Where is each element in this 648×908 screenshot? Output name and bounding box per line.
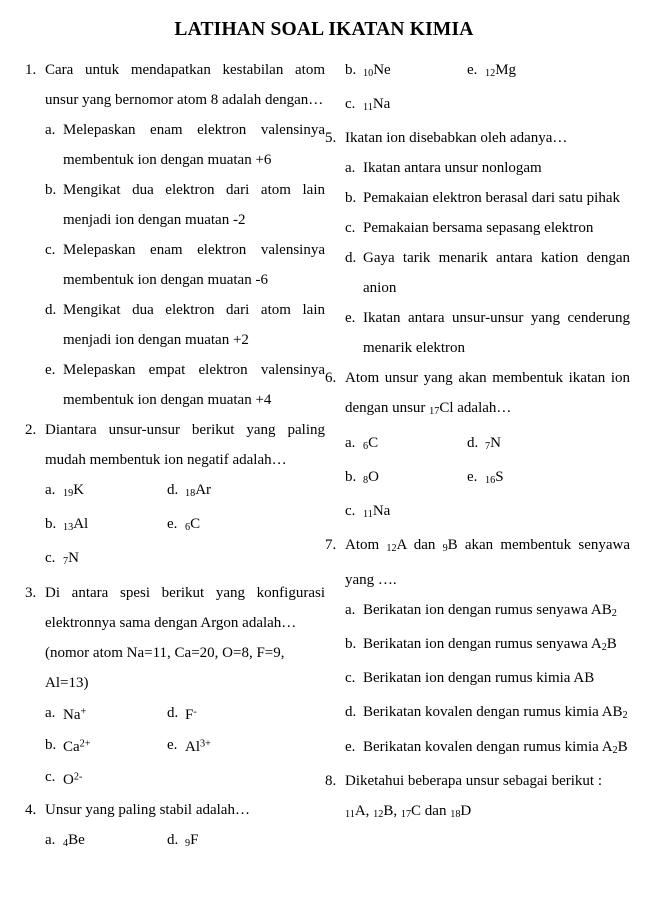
option-row xyxy=(45,730,325,762)
question-3-options xyxy=(45,698,325,795)
page-title: LATIHAN SOAL IKATAN KIMIA xyxy=(174,19,474,40)
option-item[interactable] xyxy=(345,697,630,731)
option-value xyxy=(63,550,79,566)
option-item[interactable] xyxy=(167,730,317,762)
option-letter: c. xyxy=(45,242,56,258)
ion-symbol: Ca xyxy=(63,739,80,756)
atomic-number: 17 xyxy=(429,406,440,418)
atomic-number: 18 xyxy=(450,809,461,821)
option-letter: d. xyxy=(167,482,179,498)
option-letter: a. xyxy=(45,704,56,721)
option-text-post: B xyxy=(617,738,628,755)
element-symbol: K xyxy=(73,482,85,498)
question-5-options xyxy=(345,153,630,363)
option-letter: a. xyxy=(345,434,356,451)
option-item[interactable] xyxy=(345,183,630,213)
option-row xyxy=(45,509,325,543)
question-4-options xyxy=(45,825,325,859)
question-1-options xyxy=(45,115,325,415)
option-value xyxy=(63,772,82,788)
option-text xyxy=(363,595,630,629)
option-letter: c. xyxy=(345,96,356,113)
option-letter: e. xyxy=(167,736,178,753)
question-3-number: 3. xyxy=(25,584,37,601)
option-item[interactable] xyxy=(345,213,630,243)
option-item[interactable] xyxy=(45,825,167,859)
formula-subscript: 2 xyxy=(601,642,607,654)
atomic-number: 9 xyxy=(442,543,448,555)
question-4-options-continued xyxy=(345,55,630,123)
option-text-pre: Berikatan ion dengan rumus senyawa A xyxy=(363,635,602,652)
option-value xyxy=(485,435,501,451)
option-letter: e. xyxy=(467,468,478,485)
question-6-number: 6. xyxy=(325,370,337,387)
element-symbol: Al xyxy=(73,516,89,533)
option-row xyxy=(345,55,630,89)
option-text xyxy=(363,697,630,731)
option-row xyxy=(345,496,630,530)
option-text xyxy=(363,732,630,766)
element-symbol: A, xyxy=(354,802,370,819)
option-text-pre: Berikatan kovalen dengan rumus kimia AB xyxy=(363,704,623,721)
option-text-post: B xyxy=(606,635,617,652)
atomic-number: 12 xyxy=(485,68,496,80)
question-3-note: (nomor atom Na=11, Ca=20, O=8, F=9, Al=13) xyxy=(45,644,285,691)
option-letter: b. xyxy=(45,516,57,533)
question-7-stem xyxy=(345,530,630,594)
formula-subscript: 2 xyxy=(622,710,628,722)
option-item[interactable] xyxy=(45,730,167,762)
option-value xyxy=(63,482,84,498)
question-1-stem: Cara untuk mendapatkan kestabilan atom unsur yang bernomor atom 8 adalah dengan… xyxy=(45,62,325,108)
option-item[interactable] xyxy=(345,243,630,303)
option-value xyxy=(63,707,86,723)
atomic-number: 11 xyxy=(363,509,373,521)
atomic-number: 7 xyxy=(63,556,69,568)
option-letter: b. xyxy=(45,182,57,198)
question-6-options xyxy=(345,428,630,531)
option-letter: c. xyxy=(45,550,56,567)
option-letter: e. xyxy=(345,738,356,755)
option-letter: e. xyxy=(167,516,178,533)
atomic-number: 9 xyxy=(185,837,191,849)
question-8-elements xyxy=(345,796,630,830)
question-7 xyxy=(325,530,630,765)
atomic-number: 10 xyxy=(363,68,374,80)
option-item[interactable] xyxy=(45,295,325,355)
atomic-number: 12 xyxy=(386,543,397,555)
ion-charge: - xyxy=(193,706,197,718)
stem-part-1: Atom xyxy=(345,537,387,554)
question-3-stem: Di antara spesi berikut yang konfigurasi elektronnya sama dengan Argon adalah… xyxy=(45,584,325,631)
atomic-number: 6 xyxy=(185,522,191,534)
option-text-pre: Berikatan ion dengan rumus senyawa AB xyxy=(363,601,612,618)
question-8-stem: Diketahui beberapa unsur sebagai berikut : xyxy=(345,772,602,789)
stem-part-1: Atom unsur yang akan membentuk ikatan ion dengan unsur xyxy=(345,370,630,417)
atomic-number: 6 xyxy=(363,440,369,452)
option-row xyxy=(45,825,325,859)
option-letter: d. xyxy=(167,704,179,721)
option-letter: c. xyxy=(345,670,356,687)
option-item[interactable] xyxy=(345,303,630,363)
option-item[interactable] xyxy=(45,698,167,730)
ion-symbol: O xyxy=(63,771,74,788)
stem-part-2: Cl adalah… xyxy=(439,400,512,417)
option-text: Mengikat dua elektron dari atom lain menjadi ion dengan muatan -2 xyxy=(63,182,325,228)
option-item[interactable] xyxy=(45,762,167,794)
option-letter: e. xyxy=(45,362,56,378)
question-5-number: 5. xyxy=(325,130,337,147)
element-symbol: B, xyxy=(383,802,398,819)
option-letter: e. xyxy=(345,310,356,327)
option-row xyxy=(45,698,325,730)
option-item[interactable] xyxy=(167,475,317,509)
option-item[interactable] xyxy=(45,475,167,509)
option-row xyxy=(45,543,325,577)
option-value xyxy=(363,435,378,451)
question-5 xyxy=(325,123,630,363)
option-text: Pemakaian bersama sepasang elektron xyxy=(363,220,594,237)
option-letter: b. xyxy=(345,62,357,78)
option-text: Melepaskan empat elektron valensinya membentuk ion dengan muatan +4 xyxy=(63,362,325,408)
option-value xyxy=(63,832,85,848)
atomic-number: 18 xyxy=(185,488,196,500)
atomic-number: 11 xyxy=(345,809,355,821)
option-item[interactable] xyxy=(167,825,317,859)
atomic-number: 11 xyxy=(363,102,373,114)
ion-charge: 2+ xyxy=(79,738,91,750)
option-letter: d. xyxy=(345,250,357,267)
option-item[interactable] xyxy=(345,428,467,462)
ion-symbol: Na xyxy=(63,706,81,723)
atomic-number: 19 xyxy=(63,488,74,500)
option-item[interactable] xyxy=(167,509,317,543)
option-letter: d. xyxy=(45,302,57,318)
option-letter: d. xyxy=(167,831,179,848)
option-text: Pemakaian elektron berasal dari satu pihak xyxy=(363,190,620,207)
option-value xyxy=(185,832,198,848)
option-item[interactable] xyxy=(467,428,617,462)
ion-charge: 3+ xyxy=(200,738,211,750)
option-item[interactable] xyxy=(45,175,325,235)
question-4 xyxy=(25,795,325,859)
element-symbol: Be xyxy=(68,831,85,848)
option-row xyxy=(45,762,325,794)
atomic-number: 13 xyxy=(63,522,74,534)
atomic-number: 17 xyxy=(400,809,412,821)
option-text-pre: Berikatan ion dengan rumus kimia AB xyxy=(363,670,595,687)
two-column-body xyxy=(0,55,648,859)
atomic-number: 16 xyxy=(485,475,496,487)
option-value xyxy=(185,707,197,723)
option-item[interactable] xyxy=(45,115,325,175)
question-6-stem xyxy=(345,363,630,427)
option-text: Gaya tarik menarik antara kation dengan anion xyxy=(363,250,630,297)
option-letter: a. xyxy=(45,122,56,138)
option-letter: c. xyxy=(45,769,56,786)
option-letter: b. xyxy=(345,190,357,207)
element-symbol: Mg xyxy=(495,62,517,78)
option-letter: e. xyxy=(467,62,478,78)
option-text xyxy=(363,663,630,697)
atomic-number: 7 xyxy=(485,440,491,452)
element-symbol: Ne xyxy=(373,62,391,78)
option-item[interactable] xyxy=(467,462,617,496)
option-text xyxy=(363,629,630,663)
question-7-options xyxy=(345,595,630,766)
element-symbol: C xyxy=(368,434,379,451)
option-value xyxy=(63,516,88,532)
option-letter: b. xyxy=(345,635,357,652)
element-symbol: O xyxy=(368,468,379,485)
atomic-number: 8 xyxy=(363,475,369,487)
question-4-continued xyxy=(325,55,630,123)
option-value xyxy=(185,516,200,532)
option-item[interactable] xyxy=(45,543,167,577)
option-item[interactable] xyxy=(345,496,467,530)
element-symbol: N xyxy=(68,550,79,567)
option-letter: c. xyxy=(345,220,356,237)
element-symbol: C xyxy=(190,516,201,533)
formula-subscript: 2 xyxy=(612,744,618,756)
option-letter: a. xyxy=(345,601,356,618)
question-8 xyxy=(325,766,630,830)
question-2-number: 2. xyxy=(25,422,37,438)
option-item[interactable] xyxy=(345,629,630,663)
element-symbol: C dan xyxy=(411,802,447,819)
ion-charge: 2- xyxy=(73,771,83,783)
element-symbol: Na xyxy=(372,503,391,520)
question-1-number: 1. xyxy=(25,62,37,78)
ion-symbol: Al xyxy=(185,739,200,756)
question-4-number: 4. xyxy=(25,801,37,818)
element-symbol: S xyxy=(495,468,504,485)
atomic-number: 12 xyxy=(373,809,384,821)
option-value xyxy=(363,469,379,485)
option-value xyxy=(363,503,390,519)
option-value xyxy=(485,62,516,78)
option-text: Melepaskan enam elektron valensinya membentuk ion dengan muatan +6 xyxy=(63,122,325,168)
ion-charge: + xyxy=(80,706,87,718)
element-symbol: F xyxy=(190,831,199,848)
option-text: Melepaskan enam elektron valensinya membentuk ion dengan muatan -6 xyxy=(63,242,325,288)
option-item[interactable] xyxy=(345,663,630,697)
question-5-stem: Ikatan ion disebabkan oleh adanya… xyxy=(345,130,568,147)
option-item[interactable] xyxy=(45,355,325,415)
option-item[interactable] xyxy=(467,55,617,89)
option-text-pre: Berikatan kovalen dengan rumus kimia A xyxy=(363,738,613,755)
atomic-number: 4 xyxy=(63,837,69,849)
option-letter: b. xyxy=(45,736,57,753)
option-value xyxy=(363,62,391,78)
element-symbol: D xyxy=(460,802,472,819)
element-symbol: Ar xyxy=(195,482,212,498)
option-item[interactable] xyxy=(167,698,317,730)
option-text: Ikatan antara unsur nonlogam xyxy=(363,160,542,177)
question-4-stem: Unsur yang paling stabil adalah… xyxy=(45,801,250,818)
element-symbol: Na xyxy=(372,96,391,113)
option-item[interactable] xyxy=(345,462,467,496)
option-value xyxy=(185,739,211,755)
option-letter: d. xyxy=(345,704,357,721)
question-6 xyxy=(325,363,630,530)
option-value xyxy=(363,96,390,112)
option-row xyxy=(345,428,630,462)
formula-subscript: 2 xyxy=(611,607,617,619)
option-letter: a. xyxy=(345,160,356,177)
option-value xyxy=(185,482,211,498)
option-row xyxy=(45,475,325,509)
option-letter: b. xyxy=(345,468,357,485)
option-value xyxy=(63,739,91,755)
question-2-stem: Diantara unsur-unsur berikut yang paling mudah membentuk ion negatif adalah… xyxy=(45,422,325,468)
option-text: Ikatan antara unsur-unsur yang cenderung menarik elektron xyxy=(363,310,630,357)
question-3 xyxy=(25,578,325,795)
option-letter: a. xyxy=(45,482,56,498)
option-letter: c. xyxy=(345,503,356,520)
option-row xyxy=(345,462,630,496)
right-column xyxy=(325,55,630,830)
left-column xyxy=(25,55,325,859)
option-text: Mengikat dua elektron dari atom lain menjadi ion dengan muatan +2 xyxy=(63,302,325,348)
option-item[interactable] xyxy=(345,89,467,123)
option-item[interactable] xyxy=(45,235,325,295)
element-symbol: N xyxy=(490,434,501,451)
ion-symbol: F xyxy=(185,706,194,723)
question-2-options xyxy=(45,475,325,578)
stem-part-3: B akan membentuk senyawa yang …. xyxy=(345,537,631,588)
option-letter: d. xyxy=(467,434,479,451)
option-item[interactable] xyxy=(345,732,630,766)
option-value xyxy=(485,469,504,485)
option-item[interactable] xyxy=(345,595,630,629)
option-item[interactable] xyxy=(345,55,467,89)
question-1 xyxy=(25,55,325,415)
question-7-number: 7. xyxy=(325,537,337,554)
option-row xyxy=(345,89,630,123)
option-item[interactable] xyxy=(45,509,167,543)
question-2 xyxy=(25,415,325,578)
question-8-number: 8. xyxy=(325,772,337,789)
option-letter: a. xyxy=(45,831,56,848)
stem-part-2: A dan xyxy=(396,537,443,554)
option-item[interactable] xyxy=(345,153,630,183)
